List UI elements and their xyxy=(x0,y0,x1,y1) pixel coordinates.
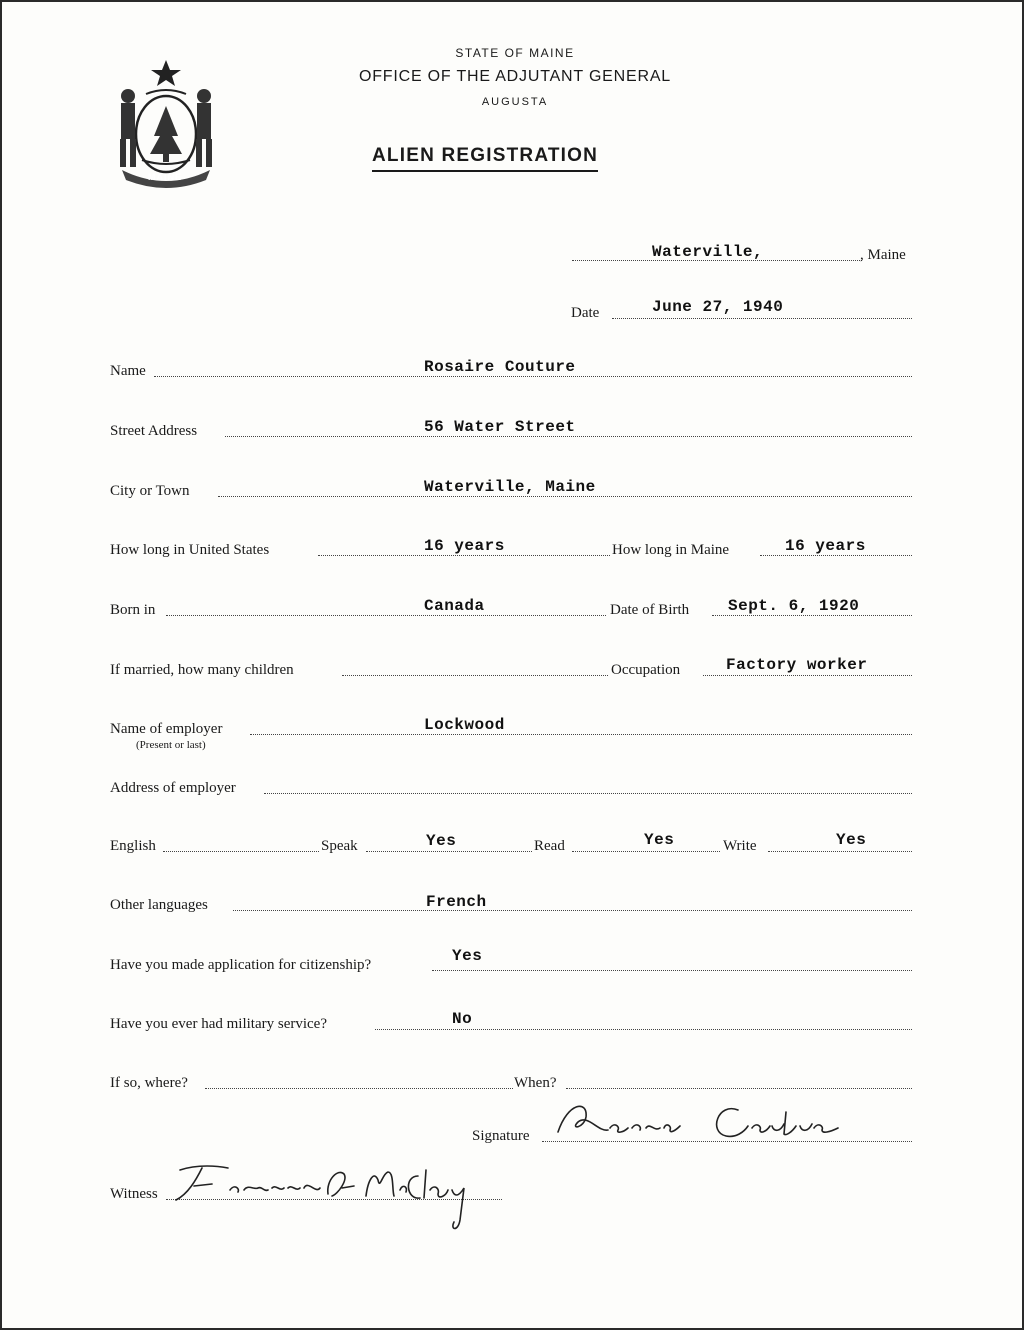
write-label: Write xyxy=(723,838,757,854)
city-label: City or Town xyxy=(110,483,190,499)
street-line xyxy=(225,436,912,437)
where-label: If so, where? xyxy=(110,1075,188,1091)
signature-label: Signature xyxy=(472,1128,530,1144)
occupation-line xyxy=(703,675,912,676)
english-line xyxy=(163,851,319,852)
us-duration-line xyxy=(318,555,610,556)
state-seal-icon xyxy=(108,56,224,188)
form-title: ALIEN REGISTRATION xyxy=(372,145,598,172)
military-line xyxy=(375,1029,912,1030)
when-line xyxy=(566,1088,912,1089)
speak-value: Yes xyxy=(426,832,457,850)
maine-duration-value: 16 years xyxy=(785,537,866,555)
name-value: Rosaire Couture xyxy=(424,358,576,376)
header-state: STATE OF MAINE xyxy=(455,46,575,60)
header-city: AUGUSTA xyxy=(481,96,549,108)
date-label: Date xyxy=(571,305,600,321)
maine-duration-line xyxy=(760,555,912,556)
dob-value: Sept. 6, 1920 xyxy=(728,597,860,615)
seal-banner-text: MAINE xyxy=(148,172,182,182)
us-duration-value: 16 years xyxy=(424,537,505,555)
name-line xyxy=(154,376,912,377)
other-languages-label: Other languages xyxy=(110,897,208,913)
speak-line xyxy=(366,851,532,852)
speak-label: Speak xyxy=(321,838,358,854)
where-line xyxy=(205,1088,513,1089)
date-line xyxy=(612,318,912,319)
witness-handwriting xyxy=(168,1160,508,1240)
read-value: Yes xyxy=(644,831,675,849)
employer-address-label: Address of employer xyxy=(110,780,236,796)
employer-line xyxy=(250,734,912,735)
children-label: If married, how many children xyxy=(110,662,294,678)
read-line xyxy=(572,851,720,852)
dob-line xyxy=(712,615,912,616)
city-value: Waterville, Maine xyxy=(424,478,596,496)
write-value: Yes xyxy=(836,831,867,849)
maine-duration-label: How long in Maine xyxy=(612,542,730,558)
citizenship-label: Have you made application for citizenship? xyxy=(110,957,372,973)
place-suffix: , Maine xyxy=(860,247,906,263)
military-value: No xyxy=(452,1010,473,1028)
employer-address-line xyxy=(264,793,912,794)
citizenship-line xyxy=(432,970,912,971)
signature-handwriting xyxy=(548,1092,848,1152)
city-line xyxy=(218,496,912,497)
witness-label: Witness xyxy=(110,1186,158,1202)
street-label: Street Address xyxy=(110,423,198,439)
us-duration-label: How long in United States xyxy=(110,542,270,558)
other-languages-line xyxy=(233,910,912,911)
header-office: OFFICE OF THE ADJUTANT GENERAL xyxy=(358,68,672,85)
children-line xyxy=(342,675,608,676)
date-value: June 27, 1940 xyxy=(652,298,784,316)
dob-label: Date of Birth xyxy=(610,602,690,618)
other-languages-value: French xyxy=(426,893,487,911)
born-line xyxy=(166,615,606,616)
military-label: Have you ever had military service? xyxy=(110,1016,327,1032)
occupation-value: Factory worker xyxy=(726,656,868,674)
when-label: When? xyxy=(514,1075,557,1091)
born-value: Canada xyxy=(424,597,485,615)
name-label: Name xyxy=(110,363,146,379)
write-line xyxy=(768,851,912,852)
employer-label: Name of employer xyxy=(110,721,223,737)
born-label: Born in xyxy=(110,602,156,618)
occupation-label: Occupation xyxy=(611,662,681,678)
place-value: Waterville, xyxy=(652,243,764,261)
employer-value: Lockwood xyxy=(424,716,505,734)
english-label: English xyxy=(110,838,156,854)
read-label: Read xyxy=(534,838,565,854)
street-value: 56 Water Street xyxy=(424,418,576,436)
employer-sublabel: (Present or last) xyxy=(136,739,206,751)
citizenship-value: Yes xyxy=(452,947,483,965)
